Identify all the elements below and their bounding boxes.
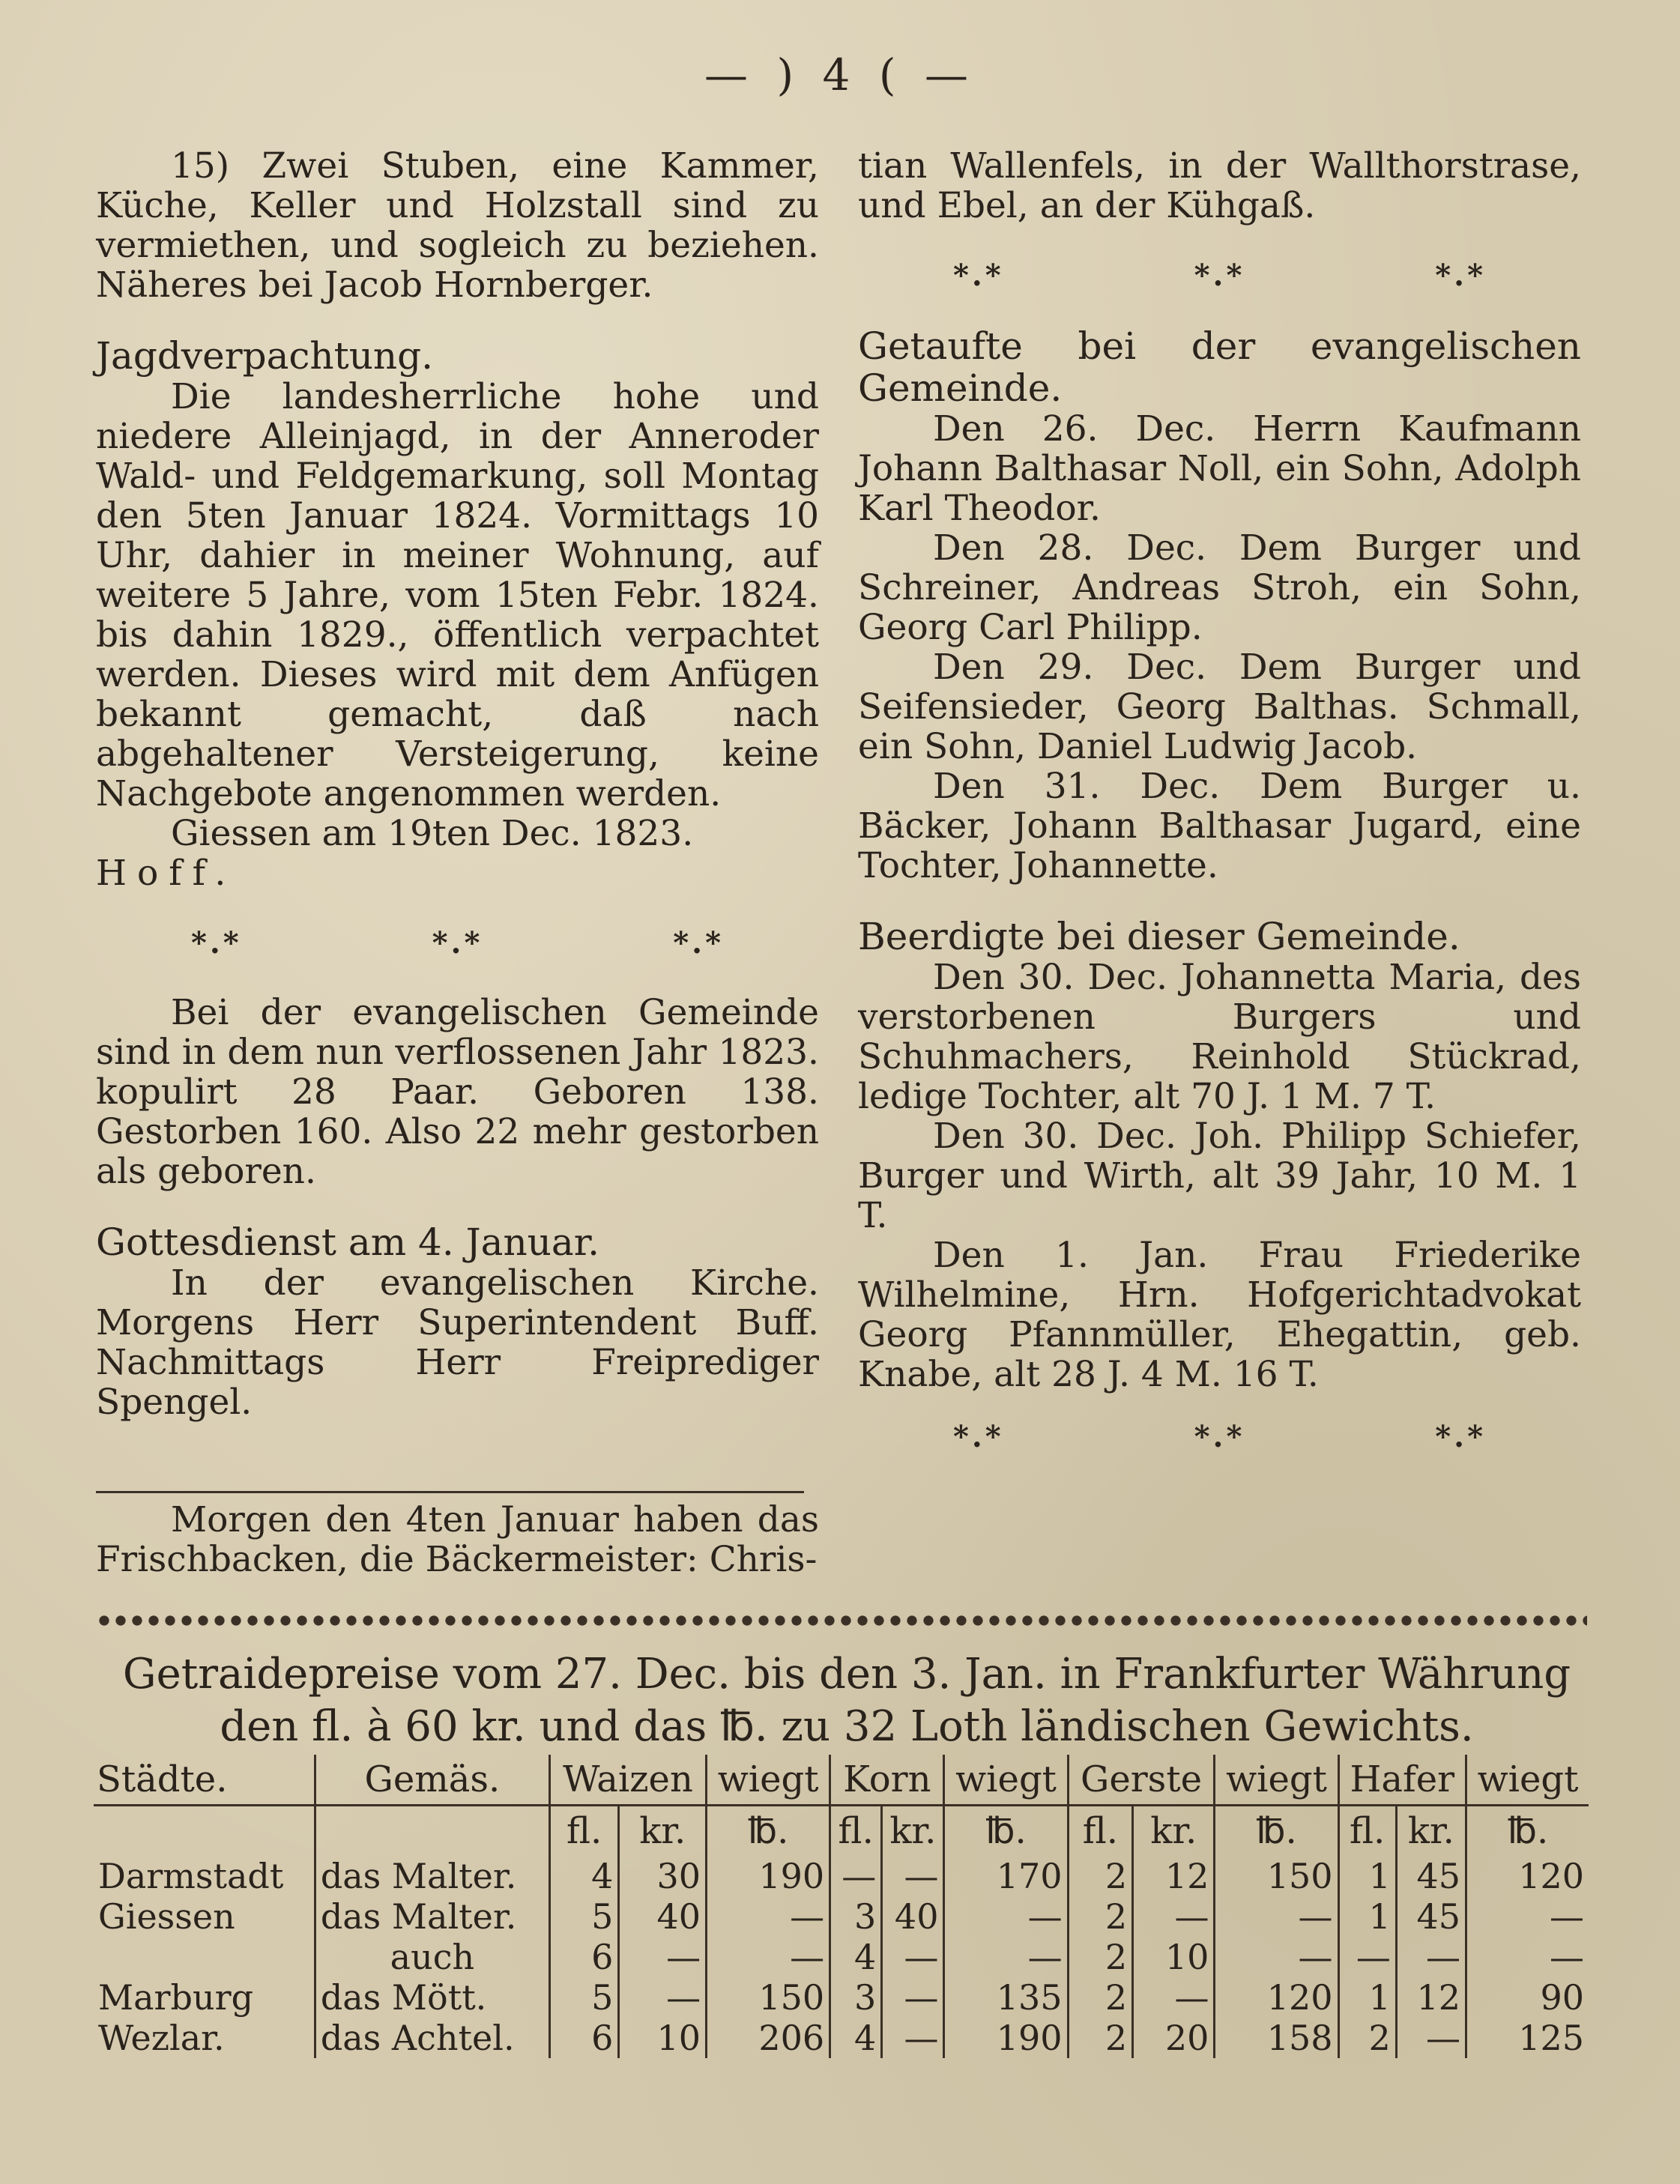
table-row [94,1977,1589,2018]
hunting-text: Die landesherrliche hohe und niedere Alleinjagd, in der Anneroder Wald- und Feldgemarkung, soll Montag den 5ten Januar 1824. Vormittags 10 Uhr, dahier in meiner Wohnung, auf weitere 5 Jahre, vom 15ten Febr. 1824. bis dahin 1829., öffentlich verpachtet werden. Dieses wird mit dem Anfügen bekannt gemacht, daß nach abgehaltener Versteigerung, keine Nachgebote angenommen werden. [96,376,819,814]
city-cell: Darmstadt [98,1856,284,1896]
star-ornament: *.* [1435,258,1487,293]
measure-cell: das Achtel. [315,2018,549,2058]
price-cell: 4 [549,1856,618,1896]
price-cell: 150 [707,1977,830,2018]
price-cell: 4 [830,1937,882,1977]
baptism-entry: Den 29. Dec. Dem Burger und Seifensieder, Georg Balthas. Schmall, ein Sohn, Daniel Ludwig Jacob. [858,647,1581,767]
star-ornament: *.* [1194,1419,1245,1454]
price-cell: — [1396,2018,1466,2058]
price-cell: — [882,1856,944,1896]
parish-statistics: Bei der evangelischen Gemeinde sind in dem nun verflossenen Jahr 1823. kopulirt 28 Paar. Geboren 138. Gestorben 160. Also 22 mehr gestorben als geboren. [96,992,819,1192]
table-row [94,2018,1589,2058]
burial-entry: Den 30. Dec. Johannetta Maria, des verstorbenen Burgers und Schuhmachers, Reinhold Stückrad, ledige Tochter, alt 70 J. 1 M. 7 T. [858,957,1581,1117]
burial-entry: Den 30. Dec. Joh. Philipp Schiefer, Burger und Wirth, alt 39 Jahr, 10 M. 1 T. [858,1116,1581,1236]
hunting-date: Giessen am 19ten Dec. 1823. [171,813,694,854]
price-cell: — [1466,1896,1589,1937]
burial-entry: Den 1. Jan. Frau Friederike Wilhelmine, Hrn. Hofgerichtadvokat Georg Pfannmüller, Ehegattin, geb. Knabe, alt 28 J. 4 M. 16 T. [858,1235,1581,1395]
heading-jagdverpachtung: Jagdverpachtung. [96,334,434,378]
unit-label: ℔. [1215,1806,1338,1857]
star-ornament: *.* [952,1419,1004,1454]
baptism-entry: Den 31. Dec. Dem Burger u. Bäcker, Johann Balthasar Jugard, eine Tochter, Johannette. [858,766,1581,886]
heading-beerdigte: Beerdigte bei dieser Gemeinde. [858,915,1460,958]
unit-label: kr. [1396,1806,1466,1857]
price-cell: 45 [1396,1856,1466,1896]
price-cell: — [882,1977,944,2018]
right-column [858,146,1581,1456]
price-cell: 135 [944,1977,1068,2018]
price-cell: — [1466,1937,1589,1977]
bakers-notice: Morgen den 4ten Januar haben das Frischbacken, die Bäckermeister: Chris- [96,1499,819,1580]
price-cell: 150 [1215,1856,1338,1896]
price-cell: 2 [1068,1937,1133,1977]
unit-label: kr. [619,1806,707,1857]
stars-divider-2 [858,255,1581,295]
city-cell: Wezlar. [98,2018,225,2058]
column-header: Korn [830,1755,944,1806]
price-cell: — [882,1937,944,1977]
ornamental-divider [96,1612,1587,1629]
price-cell: 2 [1338,2018,1396,2058]
heading-getaufte: Getaufte bei der evangelischen Gemeinde. [858,324,1581,410]
column-header: wiegt [1466,1755,1589,1806]
price-cell: — [830,1856,882,1896]
price-cell: — [944,1896,1068,1937]
price-cell: 120 [1215,1977,1338,2018]
price-cell: 10 [1133,1937,1215,1977]
price-cell: 40 [882,1896,944,1937]
city-cell: Marburg [98,1977,254,2018]
star-ornament: *.* [432,925,483,961]
prices-title-line-1: Getraidepreise vom 27. Dec. bis den 3. Jan. in Frankfurter Währung [122,1650,1571,1699]
stars-divider-3 [858,1417,1581,1456]
city-cell: Giessen [98,1896,235,1937]
price-cell: 6 [549,1937,618,1977]
measure-cell: das Mött. [315,1977,549,2018]
left-column [96,146,819,1422]
column-header: Hafer [1338,1755,1466,1806]
price-cell: 12 [1133,1856,1215,1896]
star-ornament: *.* [1435,1419,1487,1454]
price-cell: — [1215,1937,1338,1977]
column-header: Gemäs. [315,1755,549,1806]
unit-label: kr. [882,1806,944,1857]
price-cell: 20 [1133,2018,1215,2058]
price-cell: — [707,1896,830,1937]
left-column-bottom [96,1500,819,1579]
heading-gottesdienst: Gottesdienst am 4. Januar. [96,1220,599,1264]
column-header: wiegt [944,1755,1068,1806]
price-cell: — [1215,1896,1338,1937]
service-text: In der evangelischen Kirche. Morgens Herr Superintendent Buff. Nachmittags Herr Freiprediger Spengel. [96,1262,819,1423]
price-cell: 1 [1338,1977,1396,2018]
column-header: Städte. [94,1755,315,1806]
price-cell: — [619,1937,707,1977]
unit-label: kr. [1133,1806,1215,1857]
notice-rooms: 15) Zwei Stuben, eine Kammer, Küche, Keller und Holzstall sind zu vermiethen, und sogleich zu beziehen. Näheres bei Jacob Hornberger. [96,145,819,306]
price-cell: 158 [1215,2018,1338,2058]
column-header: wiegt [1215,1755,1338,1806]
price-cell: 1 [1338,1896,1396,1937]
price-cell: — [1338,1937,1396,1977]
price-cell: 12 [1396,1977,1466,2018]
price-cell: — [882,2018,944,2058]
price-cell: 1 [1338,1856,1396,1896]
star-ornament: *.* [190,925,242,961]
price-cell: 6 [549,2018,618,2058]
column-header: Waizen [549,1755,706,1806]
column-rule [96,1491,804,1493]
table-unit-row [94,1806,1589,1857]
stars-divider-1 [96,923,819,963]
hunting-signature: Hoff. [96,853,237,894]
price-cell: 2 [1068,2018,1133,2058]
price-cell: 3 [830,1896,882,1937]
unit-label: fl. [1068,1806,1133,1857]
price-cell: 5 [549,1977,618,2018]
price-cell: 45 [1396,1896,1466,1937]
table-header-row [94,1755,1589,1806]
star-ornament: *.* [1194,258,1245,293]
unit-label: ℔. [1466,1806,1589,1857]
price-cell: 2 [1068,1977,1133,2018]
price-cell: 40 [619,1896,707,1937]
unit-label: ℔. [944,1806,1068,1857]
baptism-entry: Den 28. Dec. Dem Burger und Schreiner, Andreas Stroh, ein Sohn, Georg Carl Philipp. [858,527,1581,648]
column-header: Gerste [1068,1755,1215,1806]
table-row [94,1937,1589,1977]
price-cell: 5 [549,1896,618,1937]
price-cell: 190 [707,1856,830,1896]
price-cell: — [619,1977,707,2018]
page-number: — ) 4 ( — [704,49,976,100]
prices-title [112,1648,1581,1753]
unit-label: fl. [830,1806,882,1857]
price-cell: 2 [1068,1896,1133,1937]
table-row [94,1896,1589,1937]
prices-title-line-2: den fl. à 60 kr. und das ℔. zu 32 Loth ländischen Gewichts. [220,1702,1474,1751]
price-cell: 170 [944,1856,1068,1896]
measure-cell: auch [315,1937,549,1977]
price-cell: — [944,1937,1068,1977]
unit-label: fl. [549,1806,618,1857]
price-cell: — [707,1937,830,1977]
price-cell: 206 [707,2018,830,2058]
price-cell: — [1133,1977,1215,2018]
bakers-notice-continued: tian Wallenfels, in der Wallthorstrase, und Ebel, an der Kühgaß. [858,145,1581,226]
baptism-entry: Den 26. Dec. Herrn Kaufmann Johann Balthasar Noll, ein Sohn, Adolph Karl Theodor. [858,408,1581,529]
price-cell: 125 [1466,2018,1589,2058]
price-cell: — [1396,1937,1466,1977]
grain-price-table [94,1755,1589,2058]
city-cell [94,1937,315,1977]
star-ornament: *.* [952,258,1004,293]
price-cell: 2 [1068,1856,1133,1896]
price-cell: 30 [619,1856,707,1896]
star-ornament: *.* [673,925,725,961]
price-cell: 120 [1466,1856,1589,1896]
unit-label: fl. [1338,1806,1396,1857]
measure-cell: das Malter. [315,1896,549,1937]
price-cell: 3 [830,1977,882,2018]
measure-cell: das Malter. [315,1856,549,1896]
price-cell: 10 [619,2018,707,2058]
price-cell: 90 [1466,1977,1589,2018]
unit-label: ℔. [707,1806,830,1857]
column-header: wiegt [707,1755,830,1806]
price-cell: 4 [830,2018,882,2058]
table-row [94,1856,1589,1896]
price-cell: 190 [944,2018,1068,2058]
price-cell: — [1133,1896,1215,1937]
